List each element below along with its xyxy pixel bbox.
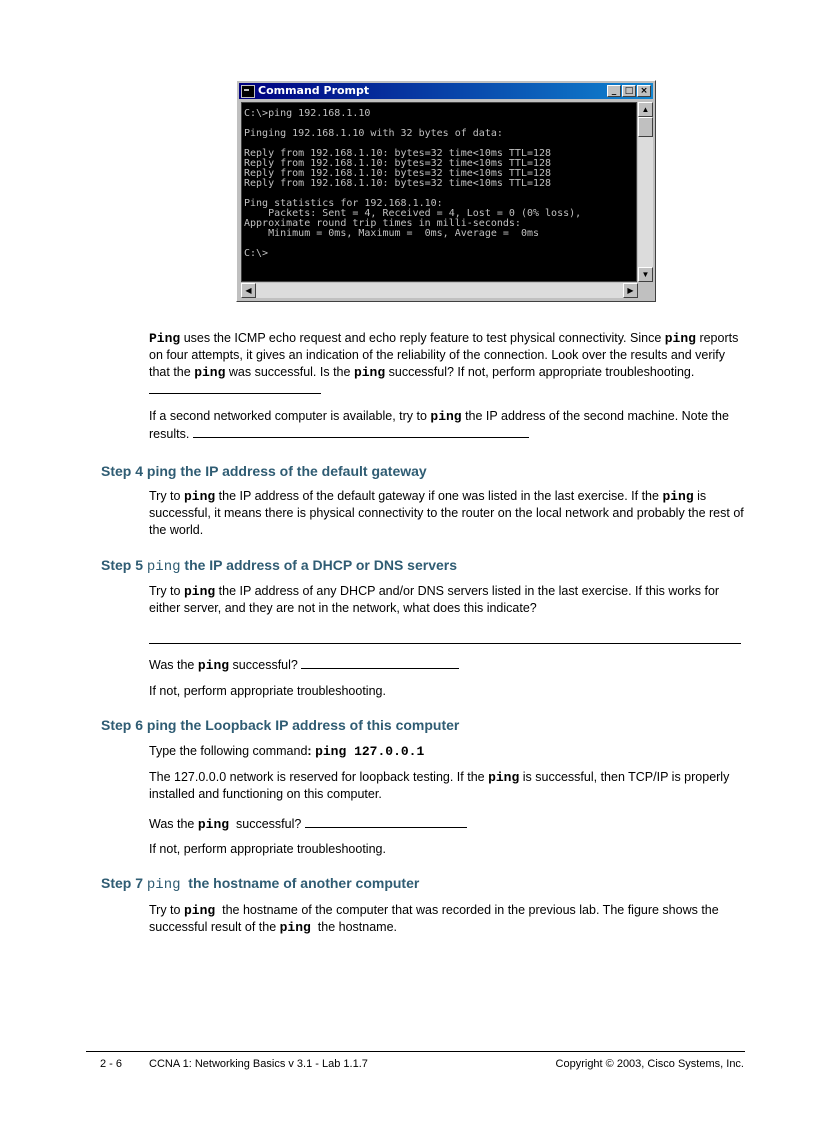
console-line: Reply from 192.168.1.10: bytes=32 time<10ms TTL=128 <box>244 168 552 179</box>
text: the hostname of the computer that was recorded in the previous lab. The figure shows the successful result of the <box>149 903 723 934</box>
step-5-followup: If not, perform appropriate troubleshooting. <box>149 684 386 698</box>
maximize-button[interactable]: □ <box>622 85 636 97</box>
text: Was the <box>149 658 198 672</box>
text: the IP address of the second machine. Note the results. <box>149 409 729 441</box>
text: the hostname. <box>310 920 398 934</box>
second-machine-paragraph <box>149 408 729 443</box>
text: : <box>307 744 316 758</box>
console-line: Minimum = 0ms, Maximum = 0ms, Average = 0ms <box>244 228 540 239</box>
code-ping: ping <box>279 920 311 935</box>
code-ping: ping <box>488 770 520 785</box>
scroll-down-icon[interactable]: ▼ <box>638 267 653 282</box>
text: reports on four attempts, it gives an indication of the reliability of the connection. Look over the results and verify that the <box>149 331 739 379</box>
step-7-heading <box>101 874 419 894</box>
console-line: Reply from 192.168.1.10: bytes=32 time<10ms TTL=128 <box>244 178 552 189</box>
code-ping: ping <box>183 489 216 504</box>
text: the IP address of the default gateway if one was listed in the last exercise. If the <box>215 489 663 503</box>
command-prompt-window <box>236 80 656 302</box>
text: was successful. Is the <box>225 365 354 379</box>
course-title: CCNA 1: Networking Basics v 3.1 - Lab 1.1.7 <box>149 1058 368 1070</box>
horizontal-scrollbar[interactable] <box>241 283 638 298</box>
answer-blank[interactable] <box>305 815 467 828</box>
page-number: 2 - 6 <box>100 1058 123 1070</box>
text: Step 7 <box>101 875 147 891</box>
step-6-command <box>149 743 749 760</box>
ping-description-paragraph <box>149 330 749 399</box>
code-ping: ping <box>146 559 181 575</box>
text: the IP address of any DHCP and/or DNS servers listed in the last exercise. If this works for either server, and they are not in the network, what does this indicate? <box>149 584 720 615</box>
console-line: Approximate round trip times in milli-seconds: <box>244 218 521 229</box>
console-line <box>244 239 634 249</box>
text: The 127.0.0.0 network is reserved for loopback testing. If the <box>149 770 489 784</box>
console-line: Reply from 192.168.1.10: bytes=32 time<10ms TTL=128 <box>244 158 552 169</box>
text: Try to <box>149 903 184 917</box>
console-line: Reply from 192.168.1.10: bytes=32 time<10ms TTL=128 <box>244 148 552 159</box>
step-6-paragraph <box>149 769 745 803</box>
scroll-right-icon[interactable]: ▶ <box>623 283 638 298</box>
step-4-paragraph <box>149 488 745 539</box>
code-ping: ping <box>183 903 216 918</box>
step-6-heading: Step 6 ping the Loopback IP address of this computer <box>101 717 460 733</box>
copyright: Copyright © 2003, Cisco Systems, Inc. <box>555 1058 744 1070</box>
text: Step 5 <box>101 557 147 573</box>
text: the hostname of another computer <box>180 875 420 891</box>
answer-blank[interactable] <box>149 381 321 394</box>
text: Type the following command <box>149 744 308 758</box>
code-ping: ping <box>146 877 181 893</box>
step-5-question <box>149 656 749 674</box>
text: Try to <box>149 489 184 503</box>
window-titlebar[interactable] <box>239 83 653 99</box>
console-line: C:\>ping 192.168.1.10 <box>244 108 371 119</box>
console-line: C:\> <box>244 248 269 259</box>
text: Try to <box>149 584 184 598</box>
resize-grip[interactable] <box>638 283 653 298</box>
code-ping-command: ping 127.0.0.1 <box>315 744 425 759</box>
text: If a second networked computer is available, try to <box>149 409 431 423</box>
code-ping: ping <box>662 489 694 504</box>
code-ping: ping <box>197 658 230 673</box>
minimize-button[interactable]: _ <box>607 85 621 97</box>
step-6-followup: If not, perform appropriate troubleshooting. <box>149 842 386 856</box>
console-line: Ping statistics for 192.168.1.10: <box>244 198 443 209</box>
command-prompt-icon <box>241 85 255 98</box>
step-4-heading: Step 4 ping the IP address of the default gateway <box>101 463 427 479</box>
step-6-question <box>149 815 749 833</box>
answer-blank[interactable] <box>193 425 529 438</box>
vertical-scrollbar[interactable] <box>638 102 653 282</box>
console-line: Packets: Sent = 4, Received = 4, Lost = 0 (0% loss), <box>244 208 582 219</box>
code-ping: ping <box>664 331 696 346</box>
close-button[interactable]: × <box>637 85 651 97</box>
answer-blank[interactable] <box>301 656 459 669</box>
code-ping: ping <box>430 409 462 424</box>
footer-rule <box>86 1051 745 1052</box>
text: uses the ICMP echo request and echo reply feature to test physical connectivity. Since <box>180 331 665 345</box>
text: successful? If not, perform appropriate troubleshooting. <box>385 365 695 379</box>
text: Was the <box>149 817 198 831</box>
vertical-scroll-thumb[interactable] <box>638 117 653 137</box>
code-ping: ping <box>194 365 226 380</box>
window-title: Command Prompt <box>258 84 370 97</box>
code-ping: ping <box>353 365 386 380</box>
code-ping: ping <box>197 817 230 832</box>
text: the IP address of a DHCP or DNS servers <box>180 557 457 573</box>
text: successful? <box>229 658 302 672</box>
console-line: Pinging 192.168.1.10 with 32 bytes of data: <box>244 128 503 139</box>
step-7-paragraph <box>149 902 745 936</box>
text: successful? <box>229 817 305 831</box>
code-ping: ping <box>183 584 216 599</box>
step-5-paragraph <box>149 583 745 617</box>
code-ping: Ping <box>149 331 181 346</box>
scroll-up-icon[interactable]: ▲ <box>638 102 653 117</box>
console-output[interactable] <box>241 102 637 282</box>
text: is successful, it means there is physical connectivity to the router on the local network and probably the rest of the world. <box>149 489 744 537</box>
scroll-left-icon[interactable]: ◀ <box>241 283 256 298</box>
answer-line[interactable] <box>149 643 741 644</box>
text: is successful, then TCP/IP is properly installed and functioning on this computer. <box>149 770 730 801</box>
step-5-heading <box>101 556 457 576</box>
